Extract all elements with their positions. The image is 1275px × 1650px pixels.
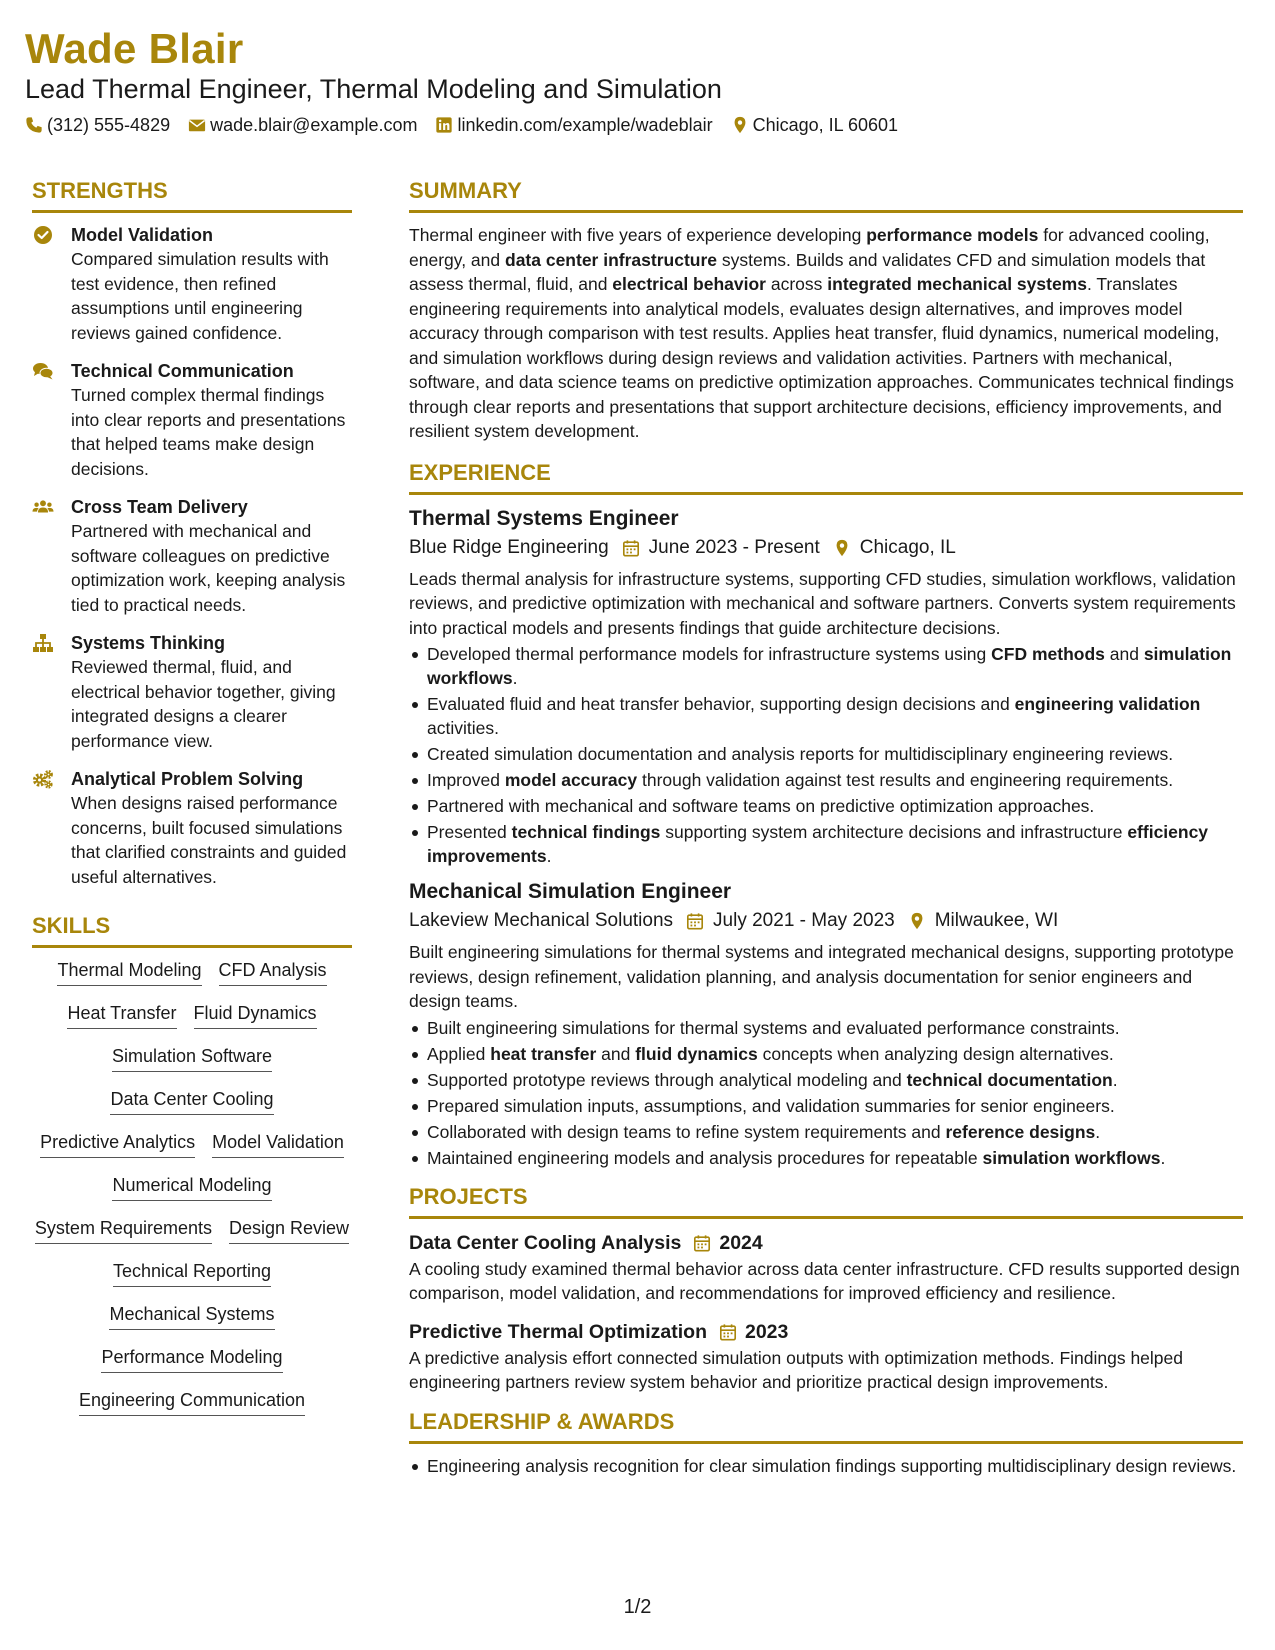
job-bullet <box>409 1146 1243 1170</box>
strength-description: When designs raised performance concerns, built focused simulations that clarified constraints and guided useful alternatives. <box>71 793 347 887</box>
skill-tag: Simulation Software <box>112 1044 272 1072</box>
job-bullet <box>409 1068 1243 1092</box>
text-run: and <box>596 1043 636 1064</box>
experience-heading: EXPERIENCE <box>409 458 1243 495</box>
page-number: 1/2 <box>623 1596 652 1618</box>
skill-tag: Performance Modeling <box>101 1345 282 1373</box>
project-title: Predictive Thermal Optimization <box>409 1320 707 1343</box>
skill-tag: Heat Transfer <box>67 1001 176 1029</box>
map-pin-icon <box>908 912 926 930</box>
calendar-icon <box>686 912 704 930</box>
summary-text <box>409 223 1243 444</box>
text-run: Created simulation documentation and analysis reports for multidisciplinary engineering reviews. <box>427 744 1174 764</box>
bold-phrase: data center infrastructure <box>505 249 718 270</box>
project-title-row <box>409 1318 1243 1346</box>
strength-description: Compared simulation results with test evidence, then refined assumptions until engineering reviews gained confidence. <box>71 249 329 343</box>
text-run: activities. <box>427 718 499 738</box>
gears-icon <box>32 769 54 789</box>
text-run: . <box>546 846 552 866</box>
projects-heading: PROJECTS <box>409 1182 1243 1219</box>
job-bullets <box>409 1016 1243 1170</box>
text-run: systems. Builds and validates CFD and simulation models that assess thermal, fluid, and <box>409 249 1206 294</box>
job-dates: June 2023 - Present <box>648 536 820 558</box>
calendar-icon <box>719 1323 737 1341</box>
strength-title: Model Validation <box>71 225 214 245</box>
bold-phrase: engineering validation <box>1014 694 1201 714</box>
map-pin-icon <box>833 539 851 557</box>
text-run: Collaborated with design teams to refine system requirements and <box>427 1121 946 1142</box>
bold-phrase: simulation workflows <box>982 1147 1161 1168</box>
skill-tag: CFD Analysis <box>219 958 327 986</box>
job-bullet <box>409 742 1243 766</box>
text-run: Supported prototype reviews through analytical modeling and <box>427 1069 907 1090</box>
text-run: through validation against test results and engineering requirements. <box>637 770 1174 790</box>
leadership-heading: LEADERSHIP & AWARDS <box>409 1407 1243 1444</box>
contact-bar <box>25 113 916 137</box>
envelope-icon <box>188 116 206 134</box>
contact-linkedin[interactable] <box>435 113 712 137</box>
linkedin-url: linkedin.com/example/wadeblair <box>457 115 713 135</box>
job-bullet <box>409 768 1243 792</box>
bold-phrase: fluid dynamics <box>635 1043 758 1064</box>
job-summary: Built engineering simulations for thermal systems and integrated mechanical designs, supporting prototype reviews, design refinement, validation planning, and analysis documentation for senior engineers and design teams. <box>409 942 1234 1011</box>
bold-phrase: efficiency improvements <box>427 822 1209 866</box>
job-entry <box>409 505 1243 869</box>
strength-description: Partnered with mechanical and software colleagues on predictive optimization work, keeping analysis tied to practical needs. <box>71 521 346 615</box>
skill-tag: Model Validation <box>212 1130 344 1158</box>
strength-title: Cross Team Delivery <box>71 497 248 517</box>
skill-tag: Fluid Dynamics <box>194 1001 317 1029</box>
check-circle-icon <box>32 225 54 245</box>
strengths-heading: STRENGTHS <box>32 176 352 213</box>
map-pin-icon <box>731 116 749 134</box>
strength-item <box>32 223 352 345</box>
contact-location <box>731 113 898 137</box>
contact-email[interactable] <box>188 113 417 137</box>
strength-description: Turned complex thermal findings into clear reports and presentations that helped teams make design decisions. <box>71 385 346 479</box>
job-summary: Leads thermal analysis for infrastructure systems, supporting CFD studies, simulation workflows, validation reviews, and predictive optimization with mechanical and software partners. Converts system requirements into practical models and presents findings that guide architecture decisions. <box>409 568 1236 638</box>
job-title: Mechanical Simulation Engineer <box>409 880 732 903</box>
text-run: and <box>1104 644 1144 664</box>
job-title: Thermal Systems Engineer <box>409 506 679 530</box>
text-run: Evaluated fluid and heat transfer behavior, supporting design decisions and <box>427 694 1015 714</box>
strength-title: Technical Communication <box>71 361 294 381</box>
job-meta <box>409 533 1243 563</box>
bold-phrase: integrated mechanical systems <box>827 274 1087 294</box>
job-bullet <box>409 820 1243 868</box>
text-run: Prepared simulation inputs, assumptions, and validation summaries for senior engineers. <box>427 1095 1115 1116</box>
leadership-item: Engineering analysis recognition for clear simulation findings supporting multidisciplinary design reviews. <box>409 1454 1243 1478</box>
skill-tag: Mechanical Systems <box>109 1302 274 1330</box>
strength-item <box>32 359 352 481</box>
left-column <box>32 176 352 1416</box>
text-run: Applied <box>427 1043 491 1064</box>
text-run: for advanced cooling, energy, and <box>409 225 1210 270</box>
text-run: supporting system architecture decisions and infrastructure <box>660 822 1128 842</box>
job-entry <box>409 878 1243 1170</box>
skill-tag: Design Review <box>229 1216 349 1244</box>
strength-description: Reviewed thermal, fluid, and electrical behavior together, giving integrated designs a clearer performance view. <box>71 657 336 751</box>
project-title-row <box>409 1229 1243 1257</box>
text-run: across <box>766 274 828 294</box>
leadership-list <box>409 1454 1243 1478</box>
contact-phone[interactable] <box>25 113 170 137</box>
right-column <box>409 176 1243 1480</box>
bold-phrase: electrical behavior <box>612 274 766 294</box>
strength-title: Analytical Problem Solving <box>71 769 304 789</box>
text-run: . <box>1160 1147 1166 1168</box>
skill-tag: Thermal Modeling <box>57 958 201 986</box>
project-description: A predictive analysis effort connected simulation outputs with optimization methods. Findings helped engineering partners review system behavior and prioritize practical design improvements. <box>409 1347 1183 1392</box>
text-run: concepts when analyzing design alternatives. <box>757 1043 1114 1064</box>
skill-tag: Predictive Analytics <box>40 1130 195 1158</box>
phone-number: (312) 555-4829 <box>47 115 171 135</box>
job-company: Lakeview Mechanical Solutions <box>409 910 674 931</box>
bold-phrase: technical findings <box>511 822 661 842</box>
strength-item <box>32 631 352 753</box>
strength-title: Systems Thinking <box>71 633 226 653</box>
job-company: Blue Ridge Engineering <box>409 536 609 558</box>
job-bullets <box>409 642 1243 868</box>
job-meta <box>409 906 1243 936</box>
skill-tag: Numerical Modeling <box>112 1173 271 1201</box>
candidate-name: Wade Blair <box>25 25 244 72</box>
candidate-title: Lead Thermal Engineer, Thermal Modeling and Simulation <box>25 74 722 104</box>
job-dates: July 2021 - May 2023 <box>713 910 895 931</box>
bold-phrase: model accuracy <box>504 770 638 790</box>
phone-icon <box>25 116 43 134</box>
bold-phrase: performance models <box>866 225 1039 245</box>
job-bullet <box>409 1042 1243 1066</box>
strength-item <box>32 767 352 889</box>
skills-heading: SKILLS <box>32 911 352 948</box>
text-run: Built engineering simulations for thermal systems and evaluated performance constraints. <box>427 1017 1120 1038</box>
bold-phrase: CFD methods <box>991 644 1105 664</box>
text-run: . Translates engineering requirements into analytical models, evaluates design alternatives, and improves model accuracy through comparison with test results. Applies heat transfer, fluid dynamics, numerical modeling, and simulation workflows during design reviews and validation activities. Partners with mechanical, software, and data science teams on predictive optimization approaches. Communicates technical findings through clear reports and presentations that support architecture decisions, efficiency improvements, and resilient system development. <box>409 274 1234 441</box>
email-address: wade.blair@example.com <box>210 115 418 135</box>
bold-phrase: technical documentation <box>906 1069 1113 1090</box>
skill-tag: Engineering Communication <box>79 1388 305 1416</box>
job-location: Milwaukee, WI <box>934 910 1059 931</box>
job-bullet <box>409 1016 1243 1040</box>
skills-list <box>32 958 352 1416</box>
summary-heading: SUMMARY <box>409 176 1243 213</box>
skill-tag: Data Center Cooling <box>110 1087 273 1115</box>
project-year: 2024 <box>719 1231 763 1254</box>
job-bullet <box>409 794 1243 818</box>
strength-item <box>32 495 352 617</box>
project-description: A cooling study examined thermal behavior across data center infrastructure. CFD results supported design comparison, model validation, and recommendations for improved efficiency and resilience. <box>409 1258 1240 1303</box>
text-run: Thermal engineer with five years of experience developing <box>409 225 867 245</box>
bold-phrase: heat transfer <box>490 1043 597 1064</box>
text-run: Improved <box>427 770 505 790</box>
text-run: Developed thermal performance models for infrastructure systems using <box>427 644 992 664</box>
text-run: . <box>512 668 518 688</box>
skill-tag: System Requirements <box>35 1216 212 1244</box>
users-icon <box>32 497 54 517</box>
comments-icon <box>32 361 54 381</box>
job-bullet <box>409 1094 1243 1118</box>
job-location: Chicago, IL <box>859 536 956 558</box>
job-bullet <box>409 642 1243 690</box>
text-run: Partnered with mechanical and software teams on predictive optimization approaches. <box>427 796 1095 816</box>
job-bullet <box>409 1120 1243 1144</box>
linkedin-icon <box>435 116 453 134</box>
bold-phrase: reference designs <box>945 1121 1096 1142</box>
text-run: Presented <box>427 822 512 842</box>
skill-tag: Technical Reporting <box>113 1259 271 1287</box>
location-text: Chicago, IL 60601 <box>752 115 899 135</box>
project-year: 2023 <box>744 1320 789 1343</box>
calendar-icon <box>693 1234 711 1252</box>
text-run: . <box>1112 1069 1118 1090</box>
job-bullet <box>409 692 1243 740</box>
sitemap-icon <box>32 633 54 653</box>
project-title: Data Center Cooling Analysis <box>409 1231 682 1254</box>
text-run: Maintained engineering models and analysis procedures for repeatable <box>427 1147 983 1168</box>
text-run: . <box>1095 1121 1101 1142</box>
bold-phrase: simulation workflows <box>427 644 1232 688</box>
calendar-icon <box>622 539 640 557</box>
